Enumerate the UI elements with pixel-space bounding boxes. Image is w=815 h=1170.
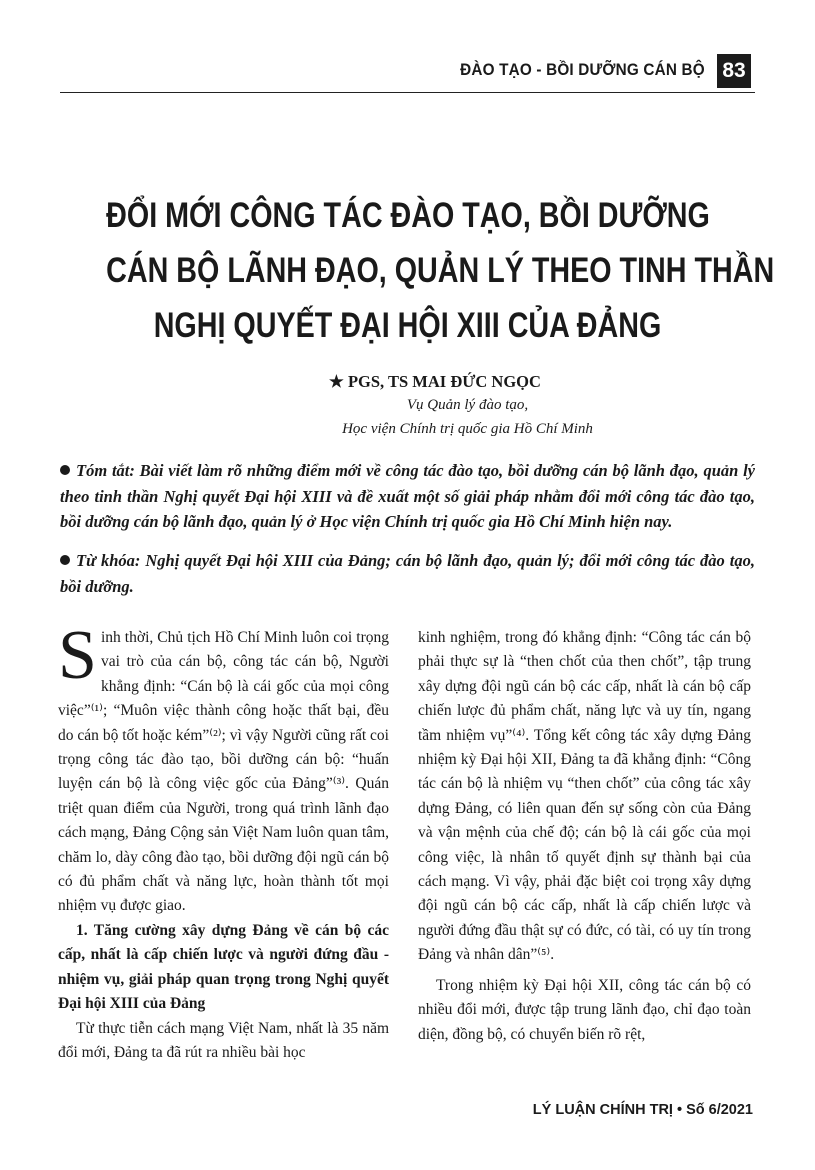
title-line-1: ĐỔI MỚI CÔNG TÁC ĐÀO TẠO, BỒI DƯỠNG — [106, 196, 710, 235]
title-line-3: NGHỊ QUYẾT ĐẠI HỘI XIII CỦA ĐẢNG — [153, 306, 662, 345]
keywords-text: Từ khóa: Nghị quyết Đại hội XIII của Đảng; cán bộ lãnh đạo, quản lý; đổi mới công tác đào tạo, bồi dưỡng. — [60, 551, 755, 596]
paragraph-intro — [58, 617, 389, 919]
paragraph-intro-text: inh thời, Chủ tịch Hồ Chí Minh luôn coi trọng vai trò của cán bộ, công tác cán bộ, Người khẳng định: “Cán bộ là cái gốc của mọi công việc”⁽¹⁾; “Muôn việc thành công hoặc thất bại, đều do cán bộ tốt hoặc kém”⁽²⁾; vì vậy Người cũng rất coi trọng công tác đào tạo, bồi dưỡng cán bộ: “huấn luyện cán bộ là công việc gốc của Đảng”⁽³⁾. Quán triệt quan điểm của Người, trong quá trình lãnh đạo cách mạng, Đảng Cộng sản Việt Nam luôn quan tâm, chăm lo, dày công đào tạo, bồi dưỡng đội ngũ cán bộ có đủ phẩm chất và năng lực, hoàn thành tốt mọi nhiệm vụ được giao. — [58, 629, 389, 915]
author-affiliation-institute: Học viện Chính trị quốc gia Hồ Chí Minh — [342, 421, 593, 437]
bullet-icon — [60, 465, 70, 475]
paragraph: kinh nghiệm, trong đó khẳng định: “Công tác cán bộ phải thực sự là “then chốt của then chốt”, tập trung xây dựng đội ngũ cán bộ các cấp, nhất là cán bộ cấp chiến lược đủ phẩm chất, năng lực và uy tín, ngang tầm nhiệm vụ”⁽⁴⁾. Tổng kết công tác xây dựng Đảng nhiệm kỳ Đại hội XII, Đảng ta đã khẳng định: “Công tác cán bộ là nhiệm vụ “then chốt” của công tác xây dựng Đảng, có liên quan đến sự sống còn của Đảng và vận mệnh của chế độ; cán bộ là cái gốc của mọi công việc, là nhân tố quyết định sự thành bại của cách mạng. Vì vậy, phải đặc biệt coi trọng xây dựng đội ngũ cán bộ các cấp, nhất là cấp chiến lược và người đứng đầu thật sự có đức, có tài, có uy tín trong Đảng và nhân dân”⁽⁵⁾. — [418, 629, 751, 964]
body-column-right — [418, 626, 751, 1047]
title-line-2: CÁN BỘ LÃNH ĐẠO, QUẢN LÝ THEO TINH THẦN — [106, 251, 775, 290]
body-column-left — [58, 617, 389, 1065]
keywords — [60, 548, 755, 599]
running-header — [0, 52, 815, 92]
paragraph: Từ thực tiễn cách mạng Việt Nam, nhất là 35 năm đổi mới, Đảng ta đã rút ra nhiều bài học — [58, 1019, 389, 1061]
author-name: ★ PGS, TS MAI ĐỨC NGỌC — [329, 372, 541, 391]
abstract — [60, 458, 755, 535]
journal-footer: LÝ LUẬN CHÍNH TRỊ • Số 6/2021 — [532, 1102, 753, 1118]
header-rule — [60, 92, 755, 93]
abstract-text: Tóm tắt: Bài viết làm rõ những điểm mới về công tác đào tạo, bồi dưỡng cán bộ lãnh đạo, quản lý theo tinh thần Nghị quyết Đại hội XIII và đề xuất một số giải pháp nhằm đổi mới công tác đào tạo, bồi dưỡng cán bộ lãnh đạo, quản lý ở Học viện Chính trị quốc gia Hồ Chí Minh hiện nay. — [60, 461, 755, 531]
section-label: ĐÀO TẠO - BỒI DƯỠNG CÁN BỘ — [460, 60, 705, 79]
page-number: 83 — [717, 54, 751, 88]
paragraph: Trong nhiệm kỳ Đại hội XII, công tác cán bộ có nhiều đổi mới, được tập trung lãnh đạo, chỉ đạo toàn diện, đồng bộ, có chuyển biến rõ rệt, — [418, 976, 751, 1043]
bullet-icon — [60, 555, 70, 565]
drop-cap: S — [58, 617, 97, 694]
article-title — [40, 188, 775, 353]
author-affiliation-dept: Vụ Quản lý đào tạo, — [406, 397, 529, 413]
section-heading: 1. Tăng cường xây dựng Đảng về cán bộ các cấp, nhất là cấp chiến lược và người đứng đầu - nhiệm vụ, giải pháp quan trọng trong Nghị quyết Đại hội XIII của Đảng — [58, 921, 389, 1013]
